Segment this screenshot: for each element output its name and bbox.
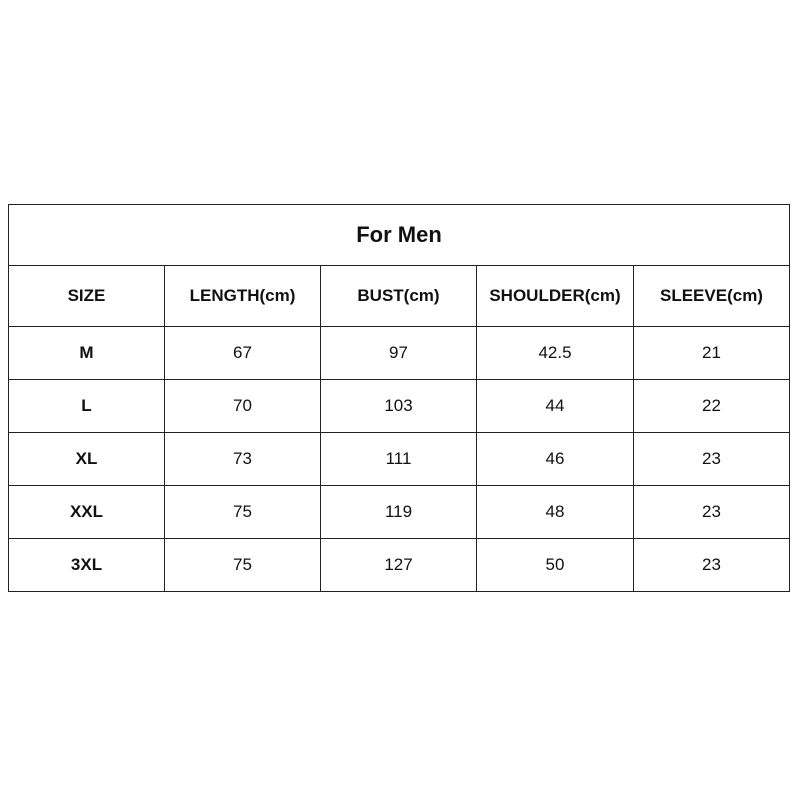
shoulder-cell: 48 (477, 486, 634, 539)
size-cell: L (9, 380, 165, 433)
bust-cell: 127 (321, 539, 477, 592)
size-cell: M (9, 327, 165, 380)
sleeve-cell: 23 (634, 486, 790, 539)
bust-cell: 111 (321, 433, 477, 486)
shoulder-cell: 50 (477, 539, 634, 592)
table-row (9, 486, 790, 539)
length-cell: 70 (165, 380, 321, 433)
shoulder-cell: 46 (477, 433, 634, 486)
header-length: LENGTH(cm) (165, 266, 321, 327)
bust-cell: 97 (321, 327, 477, 380)
shoulder-cell: 44 (477, 380, 634, 433)
table-row (9, 327, 790, 380)
length-cell: 75 (165, 486, 321, 539)
header-size: SIZE (9, 266, 165, 327)
header-bust: BUST(cm) (321, 266, 477, 327)
shoulder-cell: 42.5 (477, 327, 634, 380)
header-sleeve: SLEEVE(cm) (634, 266, 790, 327)
sleeve-cell: 23 (634, 539, 790, 592)
size-cell: XXL (9, 486, 165, 539)
length-cell: 73 (165, 433, 321, 486)
title-row (9, 205, 790, 266)
length-cell: 67 (165, 327, 321, 380)
bust-cell: 103 (321, 380, 477, 433)
sleeve-cell: 23 (634, 433, 790, 486)
table-row (9, 539, 790, 592)
header-row (9, 266, 790, 327)
table-row (9, 433, 790, 486)
sleeve-cell: 22 (634, 380, 790, 433)
sleeve-cell: 21 (634, 327, 790, 380)
size-chart-table (8, 204, 790, 592)
length-cell: 75 (165, 539, 321, 592)
size-cell: XL (9, 433, 165, 486)
header-shoulder: SHOULDER(cm) (477, 266, 634, 327)
table-row (9, 380, 790, 433)
size-cell: 3XL (9, 539, 165, 592)
bust-cell: 119 (321, 486, 477, 539)
table-title: For Men (9, 205, 790, 266)
